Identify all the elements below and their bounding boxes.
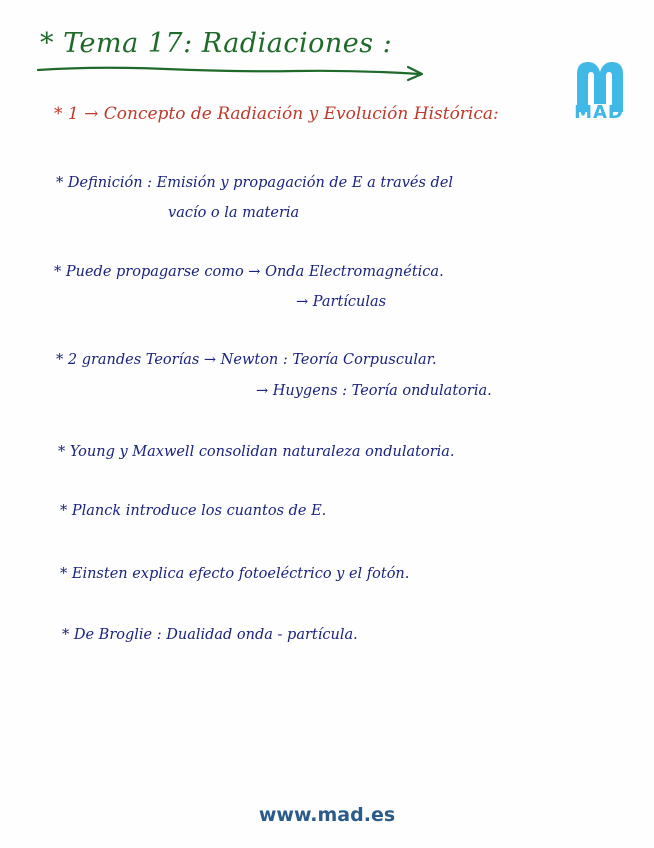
note-einstein: * Einsten explica efecto fotoeléctrico y el fotón. bbox=[60, 566, 410, 582]
note-propagarse-line-2: → Partículas bbox=[296, 294, 387, 310]
note-teorias-line-1: * 2 grandes Teorías → Newton : Teoría Corpuscular. bbox=[56, 352, 437, 368]
note-young: * Young y Maxwell consolidan naturaleza ondulatoria. bbox=[58, 444, 455, 460]
page-title: * Tema 17: Radiaciones : bbox=[40, 28, 393, 59]
title-underline-arrow bbox=[36, 60, 436, 84]
note-teorias-line-2: → Huygens : Teoría ondulatoria. bbox=[256, 383, 492, 399]
note-definicion-line-2: vacío o la materia bbox=[168, 205, 300, 221]
note-definicion-line-1: * Definición : Emisión y propagación de E a través del bbox=[56, 175, 454, 191]
note-planck: * Planck introduce los cuantos de E. bbox=[60, 503, 327, 519]
note-propagarse-line-1: * Puede propagarse como → Onda Electromagnética. bbox=[54, 264, 444, 280]
mad-logo-text: MAD bbox=[574, 102, 624, 123]
footer-website: www.mad.es bbox=[258, 804, 396, 826]
note-broglie: * De Broglie : Dualidad onda - partícula. bbox=[62, 627, 358, 643]
section-heading: * 1 → Concepto de Radiación y Evolución Histórica: bbox=[54, 104, 499, 124]
